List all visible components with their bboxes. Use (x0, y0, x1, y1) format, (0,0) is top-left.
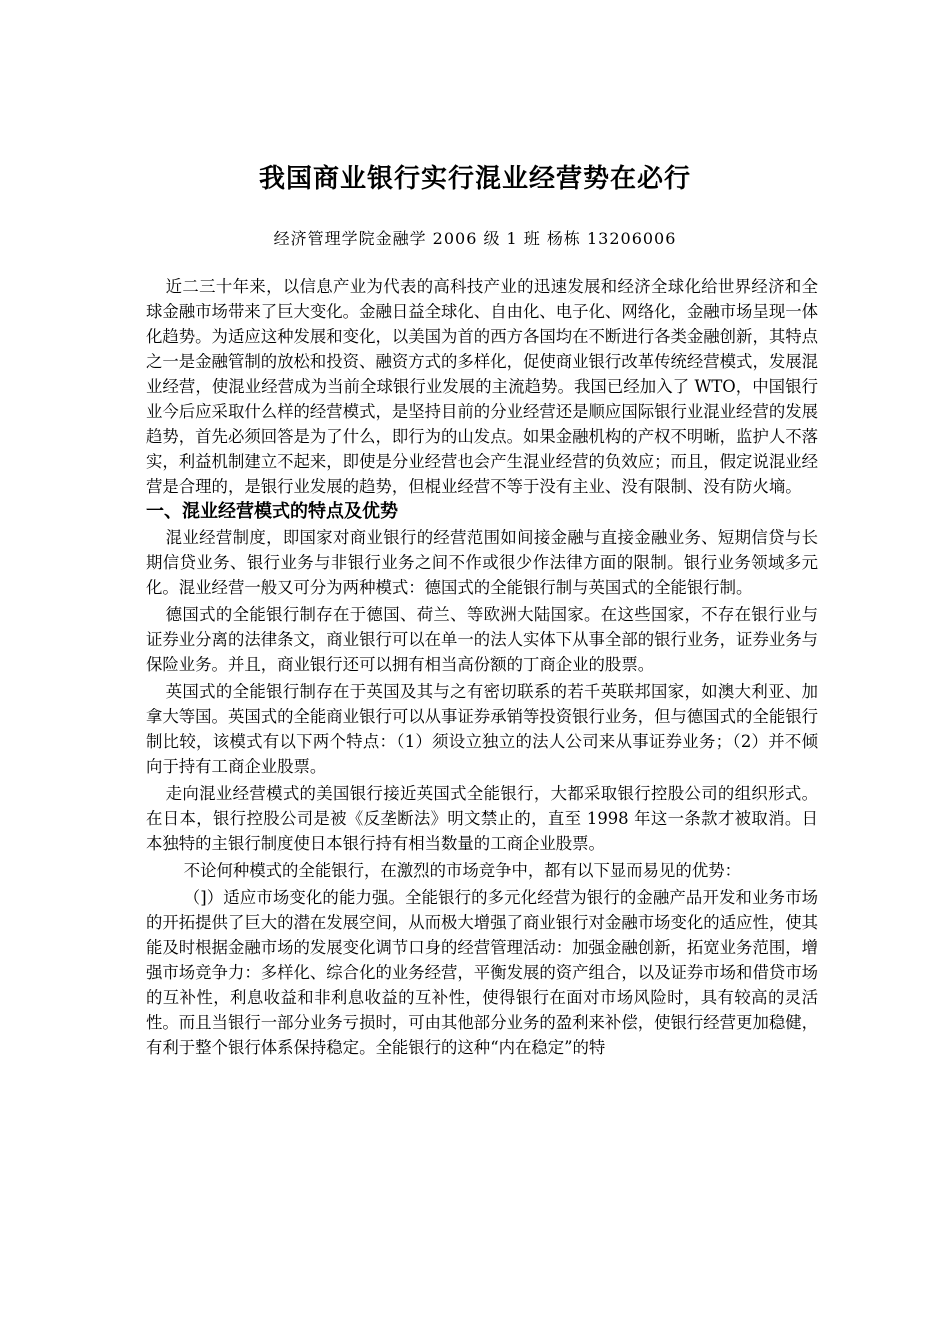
body-paragraph: 走向混业经营模式的美国银行接近英国式全能银行，大都采取银行控股公司的组织形式。在日本，银行控股公司是被《反垄断法》明文禁止的，直至 1998 年这一条款才被取消。日本独特的主银行制度使日本银行持有相当数量的工商企业股票。 (146, 784, 818, 853)
document-body (146, 274, 818, 1060)
body-paragraph: 混业经营制度，即国家对商业银行的经营范围如间接金融与直接金融业务、短期信贷与长期信贷业务、银行业务与非银行业务之间不作或很少作法律方面的限制。银行业务领域多元化。混业经营一般又可分为两种模式：德国式的全能银行制与英国式的全能银行制。 (146, 528, 818, 597)
body-paragraph: 不论何种模式的全能银行，在激烈的市场竞争中，都有以下显而易见的优势： (183, 861, 741, 880)
body-paragraph: 英国式的全能银行制存在于英国及其与之有密切联系的若千英联邦国家，如澳大利亚、加拿大等国。英国式的全能商业银行可以从事证券承销等投资银行业务，但与德国式的全能银行制比较，该模式有以下两个特点：（1）须设立独立的法人公司来从事证券业务；（2）并不倾向于持有工商企业股票。 (146, 682, 819, 776)
intro-paragraph: 近二三十年来，以信息产业为代表的高科技产业的迅速发展和经济全球化给世界经济和全球金融市场带来了巨大变化。金融日益全球化、自由化、电子化、网络化，金融市场呈现一体化趋势。为适应这种发展和变化，以美国为首的西方各国均在不断进行各类金融创新，其特点之一是金融管制的放松和投资、融资方式的多样化，促使商业银行改革传统经营模式，发展混业经营，使混业经营成为当前全球银行业发展的主流趋势。我国已经加入了 WTO，中国银行业今后应采取什么样的经营模式，是坚持目前的分业经营还是顺应国际银行业混业经营的发展趋势，首先必须回答是为了什么，即行为的山发点。如果金融机构的产权不明晰，监护人不落实，利益机制建立不起来，即使是分业经营也会产生混业经营的负效应；而且，假定说混业经营是合理的，是银行业发展的趋势，但棍业经营不等于没有主业、没有限制、没有防火墒。 (146, 277, 819, 496)
author-byline: 经济管理学院金融学 2006 级 1 班 杨栋 13206006 (273, 229, 677, 248)
body-paragraph: 德国式的全能银行制存在于德国、荷兰、等欧洲大陆国家。在这些国家，不存在银行业与证券业分离的法律条文，商业银行可以在单一的法人实体下从事全部的银行业务，证券业务与保险业务。并且，商业银行还可以拥有相当高份额的丁商企业的股票。 (146, 605, 819, 674)
body-paragraph: （]）适应市场变化的能力强。全能银行的多元化经营为银行的金融产品开发和业务市场的开拓提供了巨大的潜在发展空间，从而极大增强了商业银行对金融市场变化的适应性，使其能及时根据金融市场的发展变化调节口身的经营管理活动：加强金融创新，拓宽业务范围，增强市场竞争力：多样化、综合化的业务经营，平衡发展的资产组合，以及证券市场和借贷市场的互补性，利息收益和非利息收益的互补性，使得银行在面对市场风险时，具有较高的灵活性。而且当银行一部分业务亏损时，可由其他部分业务的盈利来补偿，使银行经营更加稳健，有利于整个银行体系保持稳定。全能银行的这种“内在稳定”的特 (146, 888, 819, 1057)
document-title: 我国商业银行实行混业经营势在必行 (258, 164, 691, 194)
section-heading: 一、混业经营模式的特点及优势 (146, 501, 398, 522)
